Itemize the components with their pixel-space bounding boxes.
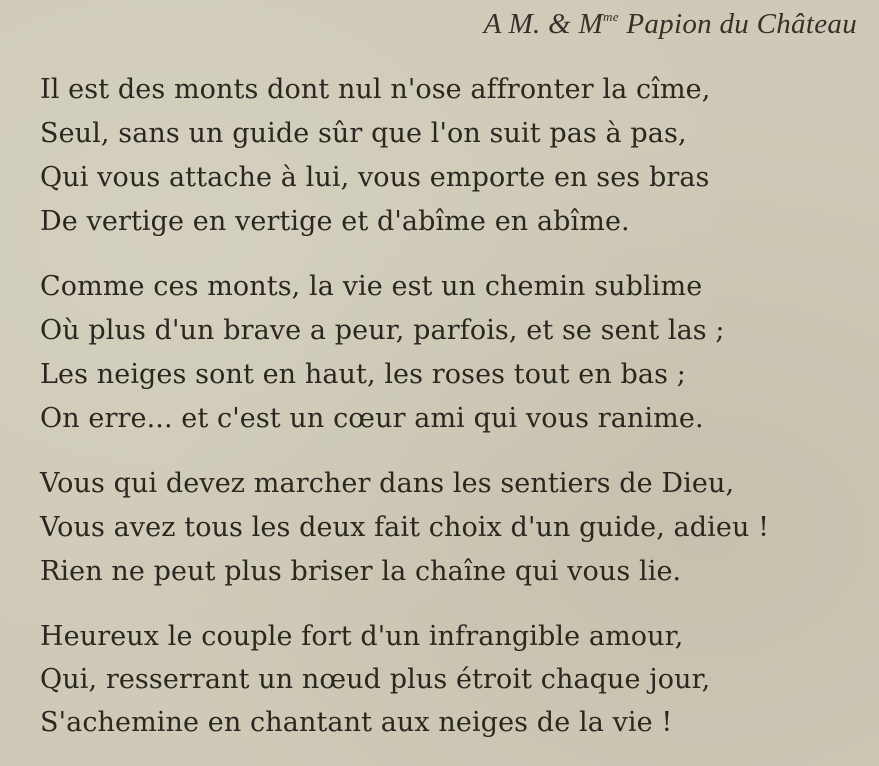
stanza-2 — [40, 265, 860, 441]
dedication-superscript: me — [603, 9, 619, 24]
stanza-1 — [40, 68, 860, 244]
poem-line: Seul, sans un guide sûr que l'on suit pas à pas, — [40, 118, 687, 149]
poem-line: Qui, resserrant un nœud plus étroit chaque jour, — [40, 664, 711, 695]
poem-line: Les neiges sont en haut, les roses tout en bas ; — [40, 359, 686, 390]
poem-line: S'achemine en chantant aux neiges de la vie ! — [40, 707, 673, 738]
poem-line: On erre... et c'est un cœur ami qui vous ranime. — [40, 403, 704, 434]
stanza-3 — [40, 462, 860, 594]
dedication — [484, 8, 857, 41]
stanza-4 — [40, 615, 860, 744]
poem-line: Comme ces monts, la vie est un chemin sublime — [40, 271, 703, 302]
poem-line: Qui vous attache à lui, vous emporte en ses bras — [40, 162, 710, 193]
poem-line: Vous qui devez marcher dans les sentiers de Dieu, — [40, 468, 735, 499]
poem — [40, 68, 860, 744]
poem-line: Vous avez tous les deux fait choix d'un guide, adieu ! — [40, 512, 770, 543]
poem-line: Heureux le couple fort d'un infrangible amour, — [40, 621, 684, 652]
dedication-prefix: A M. & M — [483, 8, 604, 40]
poem-line: Où plus d'un brave a peur, parfois, et se sent las ; — [40, 315, 725, 346]
dedication-suffix: Papion du Château — [618, 8, 857, 40]
poem-line: Il est des monts dont nul n'ose affronter la cîme, — [40, 74, 711, 105]
poem-line: Rien ne peut plus briser la chaîne qui vous lie. — [40, 556, 682, 587]
poem-line: De vertige en vertige et d'abîme en abîme. — [40, 206, 630, 237]
